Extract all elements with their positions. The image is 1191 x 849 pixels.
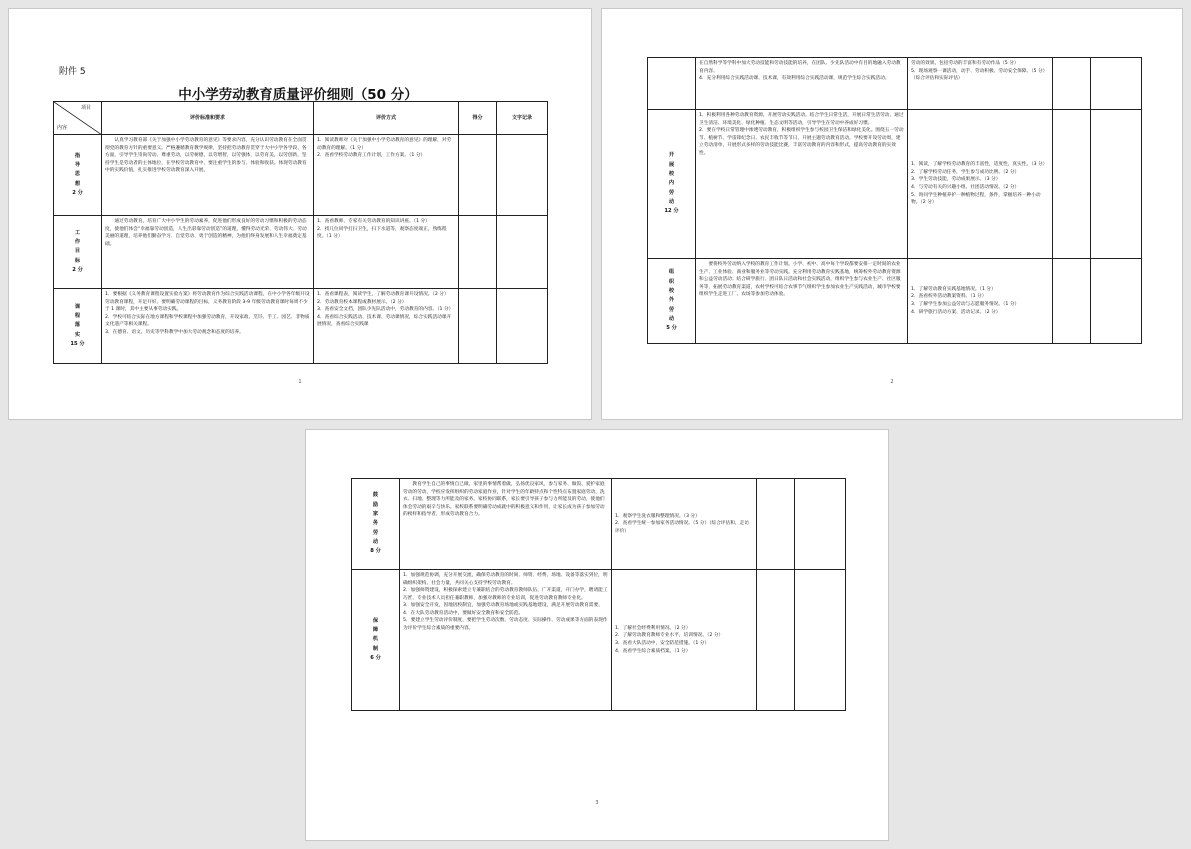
category-cell bbox=[54, 216, 102, 289]
method-item: 1．查看教师、专家有关劳动教育的知识讲座。（1 分） bbox=[317, 219, 430, 224]
category-cell bbox=[648, 58, 696, 110]
category-char: 标 bbox=[74, 257, 81, 264]
header-project: 项目 bbox=[80, 105, 91, 111]
category-char: 组 bbox=[668, 269, 675, 276]
method-cell bbox=[314, 135, 459, 216]
method-cell bbox=[612, 479, 757, 570]
category-points: 5 分 bbox=[666, 325, 677, 332]
category-cell bbox=[352, 479, 400, 570]
standard-cell: 要将校外劳动纳入学校的教育工作计划。小学、初中、高中每个学段都要安排一定时间的农业生产、工业体验、商业和服务业等劳动实践。充分利用劳动教育实践基地，统筹校外劳动教育资源和公益劳动活动；结合研学旅行、团日队日活动和社会实践活动，组织学生参与农业生产、社区服务等，拓展劳动教育渠道，农村学校可结合农事节气组织学生参加农业生产实践活动，城市学校要组织学生走进工厂、农场等参加劳动体验。 bbox=[696, 259, 908, 344]
category-cell bbox=[352, 570, 400, 711]
document-page-2 bbox=[601, 8, 1183, 420]
method-item: 1．了解社会经费利用情况。（2 分） bbox=[615, 625, 691, 631]
category-cell bbox=[54, 289, 102, 364]
method-item: 2．查看学校劳动教育工作计划，工作方案。（1 分） bbox=[317, 153, 426, 159]
method-item: 2．了解学校劳动任务，学生参与成功比例。（2 分） bbox=[911, 169, 1020, 175]
page-number: 3 bbox=[595, 800, 599, 806]
record-cell bbox=[497, 289, 548, 364]
category-char: 务 bbox=[372, 520, 379, 527]
table-row bbox=[648, 259, 1142, 344]
category-char: 保 bbox=[372, 617, 379, 624]
header-standard: 评价标准和要求 bbox=[102, 102, 314, 135]
category-char: 劳 bbox=[668, 306, 675, 313]
score-cell bbox=[1053, 259, 1091, 344]
table-row bbox=[352, 570, 846, 711]
document-page-1 bbox=[8, 8, 592, 420]
category-char: 动 bbox=[668, 316, 675, 323]
record-cell bbox=[795, 479, 846, 570]
table-row bbox=[54, 289, 548, 364]
category-char: 实 bbox=[74, 331, 81, 338]
attachment-label: 附件 5 bbox=[59, 67, 86, 77]
category-char: 内 bbox=[668, 180, 675, 187]
category-char: 程 bbox=[74, 312, 81, 319]
score-cell bbox=[459, 216, 497, 289]
table-row bbox=[352, 479, 846, 570]
method-item: 1．阅读教师对《关于加强中小学劳动教育的意见》的理解，对劳动教育的理解。（1 分） bbox=[317, 138, 452, 151]
method-item: 3．查看大队活动中，安全防范措施。（1 分） bbox=[615, 641, 710, 646]
category-cell bbox=[648, 259, 696, 344]
category-char: 动 bbox=[668, 199, 675, 206]
document-title: 中小学劳动教育质量评价细则（50 分） bbox=[178, 87, 418, 103]
record-cell bbox=[497, 216, 548, 289]
record-cell bbox=[1091, 110, 1142, 259]
method-item: 2．了解劳动教育教师专业水平，培训情况。（2 分） bbox=[615, 633, 724, 639]
category-points: 6 分 bbox=[370, 655, 381, 662]
category-char: 落 bbox=[74, 322, 81, 329]
category-char: 校 bbox=[668, 287, 675, 294]
evaluation-table-continued bbox=[647, 57, 1142, 344]
method-cell bbox=[612, 570, 757, 711]
category-char: 思 bbox=[74, 171, 81, 178]
header-project-cell bbox=[54, 102, 102, 135]
category-char: 织 bbox=[668, 278, 675, 285]
method-item: 1．查看课程表，阅读学生，了解劳动教育课开设情况。（2 分） bbox=[317, 292, 449, 297]
score-cell bbox=[459, 135, 497, 216]
score-cell bbox=[459, 289, 497, 364]
header-score: 得分 bbox=[459, 102, 497, 135]
method-item: 1．阅读，了解学校劳动教育的丰富性，适度性，真实性。（3 分） bbox=[911, 162, 1048, 168]
table-row bbox=[648, 58, 1142, 110]
method-item: 3．查看安全文档，团队少先队活动中，劳动教育的内容。（1 分） bbox=[317, 307, 454, 313]
standard-cell: 在自然科学等学科中加大劳动技能和劳动技能的培养，在团队、少先队活动中有目的地融入劳动教育内容。 4．充分利用综合实践活动课、技术课，有效利用综合实践活动课，规范学生综合实践活动。 bbox=[696, 58, 908, 110]
method-item: 2．查看校外活动教案资料。（1 分） bbox=[911, 294, 987, 300]
method-item: 4．与劳动有关的兴趣小组、社团活动情况。（2 分） bbox=[911, 185, 1020, 190]
header-method: 评价方式 bbox=[314, 102, 459, 135]
method-item: 4．查看综合实践活动、技术课、劳动课情况，综合实践活动课开展情况，查看综合实践课 bbox=[317, 314, 452, 328]
method-item: 3．了解学生参加公益劳动与志愿服务情况。（1 分） bbox=[911, 302, 1020, 307]
category-char: 课 bbox=[74, 303, 81, 310]
category-char: 想 bbox=[74, 180, 81, 187]
score-cell bbox=[757, 570, 795, 711]
category-char: 开 bbox=[668, 152, 675, 159]
category-points: 2 分 bbox=[72, 267, 83, 274]
category-char: 劳 bbox=[372, 529, 379, 536]
category-char: 作 bbox=[74, 238, 81, 245]
standard-cell: 教育学生自己的事情自己做，家里的事情帮着做，弘扬优良家风，参与家务、做饭、爱护家庭劳动的劳动，学校应发挥组织的劳动家庭作业，针对学生的年龄特点和个性特点布置家庭劳动，洗衣、扫地、整理等力所能及的家务。家校协同联系，家长要引导孩子参与力所能及的劳动，使他们体会劳动的艰辛与快乐。家校联系要明确劳动成就中的积极意义和作用，让家长成为孩子参加劳动的榜样和指导者，形成劳动教育合力。 bbox=[400, 479, 612, 570]
standard-item: 1．要根据《义务教育课程设置实验方案》将劳动教育作为综合实践活动课程，在中小学各年级开设劳动教育课程，开足开好。要明确劳动课程的目标，义务教育阶段 3-9 年级劳动教育课时每周不少于 1 课时，其中主要从事劳动实践。 bbox=[105, 292, 310, 313]
method-item: 1．了解劳动教育实践基地情况。（1 分） bbox=[911, 286, 996, 292]
method-item: 2．劳动教育校本课程或教材展示。（2 分） bbox=[317, 299, 407, 305]
category-cell bbox=[648, 110, 696, 259]
category-char: 家 bbox=[372, 510, 379, 517]
method-item: 4．研学旅行活动方案、活动记录。（2 分） bbox=[911, 309, 1001, 315]
table-row bbox=[54, 216, 548, 289]
method-item: 2．查看学生统一参加家务活动情况。（5 分）（综合评估和，走访评价） bbox=[615, 521, 750, 534]
score-cell bbox=[1053, 110, 1091, 259]
category-char: 励 bbox=[372, 501, 379, 508]
category-char: 目 bbox=[74, 248, 81, 255]
evaluation-table-continued bbox=[351, 478, 846, 711]
evaluation-table bbox=[53, 101, 548, 364]
method-item: 1．观察学生洗衣服和整理情况。（3 分） bbox=[615, 513, 700, 519]
standard-item: 3．在德育、语文、历史等学科教学中加大劳动观念和态度的培养。 bbox=[105, 329, 244, 335]
category-points: 12 分 bbox=[664, 208, 679, 215]
category-char: 制 bbox=[372, 645, 379, 652]
table-row bbox=[648, 110, 1142, 259]
method-cell bbox=[314, 289, 459, 364]
method-item: 2．找几位同学打扫卫生，扫下水道等，观察态度端正，熟练程度。（1 分） bbox=[317, 226, 447, 240]
score-cell bbox=[1053, 58, 1091, 110]
standard-cell bbox=[102, 289, 314, 364]
header-record: 文字记录 bbox=[497, 102, 548, 135]
standard-cell: 通过劳动教育，培育广大中小学生的劳动素养，促进他们形成良好的劳动习惯和积极的劳动态度，使他们体会“幸福靠劳动创造，人生出彩靠劳动创造”的道理，懂得劳动光荣、劳动伟大、劳动美丽的道理，培养他们勤奋学习、自觉劳动、勇于创造的精神，为他们终身发展和人生幸福奠定基础。 bbox=[102, 216, 314, 289]
page-number: 1 bbox=[298, 379, 302, 385]
table-row bbox=[54, 135, 548, 216]
record-cell bbox=[1091, 259, 1142, 344]
category-char: 鼓 bbox=[372, 492, 379, 499]
category-points: 2 分 bbox=[72, 190, 83, 197]
method-cell bbox=[908, 259, 1053, 344]
method-item: 4．查看学生综合素质档案。（1 分） bbox=[615, 648, 691, 654]
category-char: 机 bbox=[372, 636, 379, 643]
category-char: 导 bbox=[74, 161, 81, 168]
standard-cell: 1．加强规范协调，充分开展交流，确保劳动教育的时间、师资、经费、场地、设备等落实到位，明确组织架构、社会力量，共同关心支持学校劳动教育。 2．加强师资建设，积极探索建立专兼职结合的劳动教育教师队伍，广开渠道，开门办学，聘请能工巧匠、专业技术人员担任兼职教师，加强对教师的专业培训，促进劳动教育教师专业化。 3．加强安全开发，因地因校制宜，加强劳动教育场地或实践基地建设，满足开展劳动教育需要。 4．在大队劳动教育活动中，要做好安全教育和安全防范。 5．要建立学生劳动评价制度，要把学生劳动次数、劳动态度、实际操作、劳动成果等方面的表现作为评价学生综合素质的重要内容。 bbox=[400, 570, 612, 711]
table-header-row bbox=[54, 102, 548, 135]
method-cell bbox=[314, 216, 459, 289]
category-char: 外 bbox=[668, 297, 675, 304]
document-page-3 bbox=[305, 429, 889, 841]
standard-item: 2．学校可结合实际在地方课程和学校课程中加强劳动教育，开设家政、烹饪、手工、园艺、非物质文化遗产等相关课程。 bbox=[105, 314, 310, 328]
page-number: 2 bbox=[890, 379, 894, 385]
category-points: 15 分 bbox=[70, 341, 85, 348]
category-char: 障 bbox=[372, 626, 379, 633]
method-cell: 劳动的效果。包括劳动的丰富和有劳动作品（5 分） 5．现场观察一课活动，动手、劳动积极、劳动安全保障。（5 分）（综合评估和实际评估） bbox=[908, 58, 1053, 110]
category-cell bbox=[54, 135, 102, 216]
standard-cell: 1．积极利用各种劳动教育资源，开展劳动实践活动。结合学生日常生活，开展日常生活劳动，通过卫生清洁、环境美化、绿化种植、生态文明等活动，引导学生在劳动中养成好习惯。 2．要在学校日常管理中渗透劳动教育，积极组织学生参与校园卫生保洁和绿化美化。围绕五一劳动节、植树节、学雷锋纪念日、农民丰收节等节日，开展主题劳动教育活动。学校要开设劳动周，建立劳动清单，开展形式多样的劳动技能比赛，丰富劳动教育的内容和形式，提高劳动教育的实效性。 bbox=[696, 110, 908, 259]
category-char: 展 bbox=[668, 161, 675, 168]
header-content: 内容 bbox=[57, 125, 68, 131]
method-item: 3．学生劳动技能，劳动成果展示。（3 分） bbox=[911, 177, 1001, 183]
category-points: 8 分 bbox=[370, 548, 381, 555]
record-cell bbox=[1091, 58, 1142, 110]
method-item: 5．询问学生种植养护一种植物过程，条件，掌握培养一种小动物。（2 分） bbox=[911, 192, 1041, 206]
category-char: 校 bbox=[668, 170, 675, 177]
record-cell bbox=[795, 570, 846, 711]
record-cell bbox=[497, 135, 548, 216]
category-char: 指 bbox=[74, 152, 81, 159]
category-char: 动 bbox=[372, 539, 379, 546]
category-char: 劳 bbox=[668, 189, 675, 196]
category-char: 工 bbox=[74, 229, 81, 236]
score-cell bbox=[757, 479, 795, 570]
standard-cell: 认真学习教育部《关于加强中小学劳动教育的意见》等要求内容，充分认识劳动教育在全面贯彻党的教育方针的重要意义。严格遵循教育教学规律，坚持把劳动教育贯穿于大中小学各学段、各方面，引导学生崇尚劳动、尊重劳动，以劳树德，以劳增智，以劳强体，以劳育美。以劳创新，坚持学生是劳动者的主体地位，在学校劳动教育中，要注重学生的参与、体验和收获。体现劳动教育中的实践价值，扎实推进学校劳动教育深入开展。 bbox=[102, 135, 314, 216]
method-cell bbox=[908, 110, 1053, 259]
